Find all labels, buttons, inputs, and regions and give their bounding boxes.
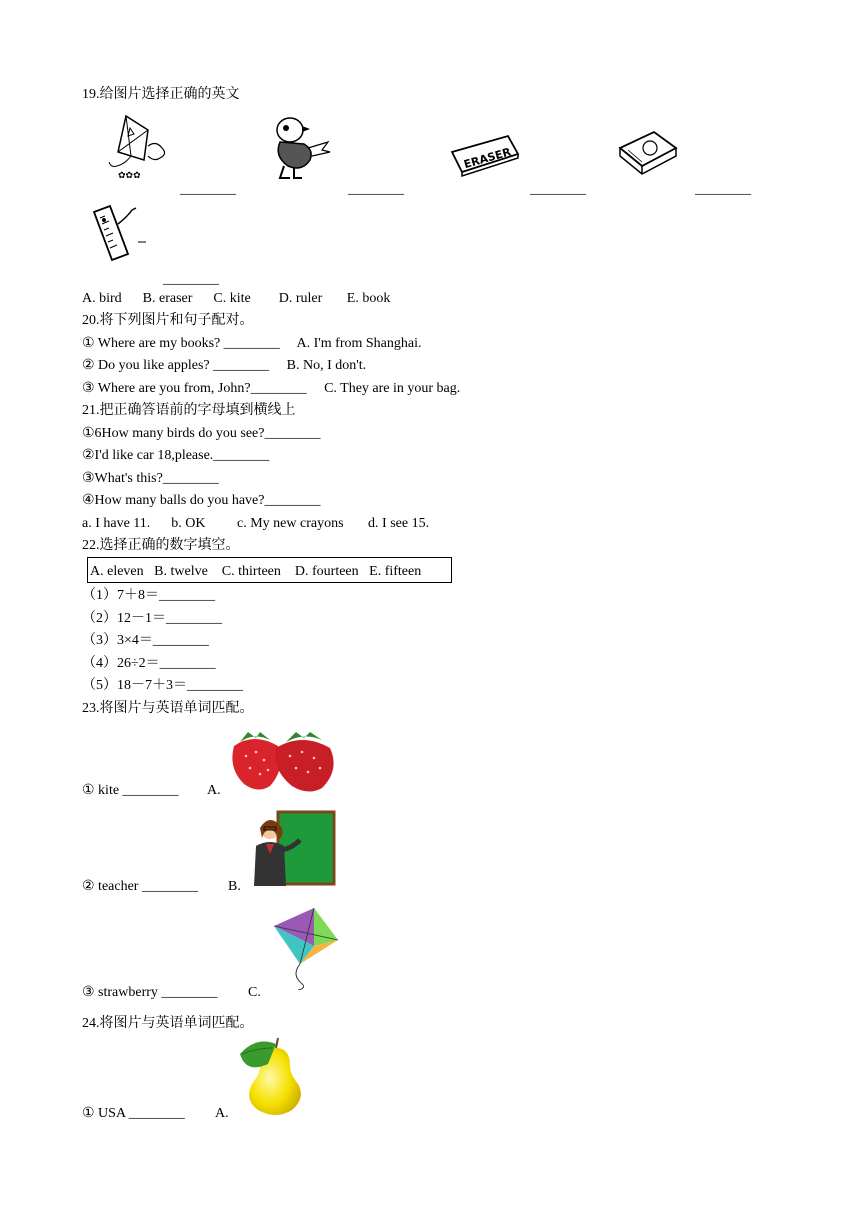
q19-options: A. bird B. eraser C. kite D. ruler E. book (82, 291, 391, 306)
q23-word-3: ③ strawberry ________ (82, 985, 218, 1000)
q21-line-1: ①6How many birds do you see?________ (82, 426, 321, 441)
q21-line-3: ③What's this?________ (82, 471, 219, 486)
q20-title: 20.将下列图片和句子配对。 (82, 313, 254, 328)
kite-icon (270, 906, 342, 990)
q24-word-1: ① USA ________ (82, 1106, 185, 1121)
kite-sketch-icon (104, 112, 170, 184)
q19-title: 19.给图片选择正确的英文 (82, 87, 240, 102)
q19-blank-1[interactable]: ________ (180, 182, 236, 197)
svg-text:✿✿✿: ✿✿✿ (118, 171, 141, 181)
q21-line-2: ②I'd like car 18,please.________ (82, 448, 270, 463)
q22-line-3: （3）3×4＝________ (82, 633, 209, 648)
q22-box-text: A. eleven B. twelve C. thirteen D. fourteen E. fifteen (90, 564, 422, 579)
svg-text:ERASER: ERASER (462, 145, 513, 172)
pear-icon (236, 1034, 318, 1120)
q23-letter-a: A. (207, 783, 221, 798)
q19-blank-4[interactable]: ________ (695, 182, 751, 197)
ruler-sketch-icon (84, 200, 152, 266)
q20-line-3: ③ Where are you from, John?________ C. They are in your bag. (82, 381, 461, 396)
q23-word-2: ② teacher ________ (82, 879, 198, 894)
q21-title: 21.把正确答语前的字母填到横线上 (82, 403, 296, 418)
q23-title: 23.将图片与英语单词匹配。 (82, 701, 254, 716)
q21-options: a. I have 11. b. OK c. My new crayons d. I see 15. (82, 516, 430, 531)
q23-letter-b: B. (228, 879, 241, 894)
q21-line-4: ④How many balls do you have?________ (82, 493, 321, 508)
eraser-sketch-icon (448, 130, 522, 178)
q22-line-4: （4）26÷2＝________ (82, 656, 216, 671)
q19-blank-2[interactable]: ________ (348, 182, 404, 197)
book-sketch-icon (614, 126, 682, 182)
q20-line-1: ① Where are my books? ________ A. I'm from Shanghai. (82, 336, 422, 351)
q22-title: 22.选择正确的数字填空。 (82, 538, 240, 553)
q22-line-2: （2）12－1＝________ (82, 611, 222, 626)
q23-word-1: ① kite ________ (82, 783, 179, 798)
bird-sketch-icon (268, 114, 334, 182)
q19-blank-3[interactable]: ________ (530, 182, 586, 197)
q23-letter-c: C. (248, 985, 261, 1000)
q20-line-2: ② Do you like apples? ________ B. No, I don't. (82, 358, 367, 373)
strawberry-icon (228, 728, 338, 794)
q24-title: 24.将图片与英语单词匹配。 (82, 1016, 254, 1031)
q24-letter-a: A. (215, 1106, 229, 1121)
q22-line-5: （5）18－7＋3＝________ (82, 678, 243, 693)
q19-blank-5[interactable]: ________ (163, 272, 219, 287)
teacher-icon (248, 810, 336, 890)
q22-line-1: （1）7＋8＝________ (82, 588, 215, 603)
